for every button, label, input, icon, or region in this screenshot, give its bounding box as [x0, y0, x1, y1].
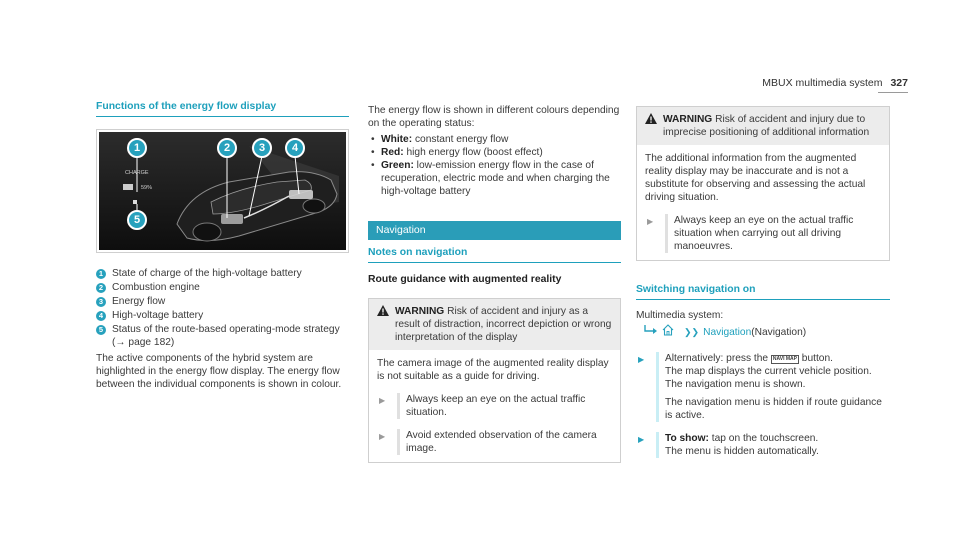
action-text: Avoid extended observation of the camera image. [397, 429, 612, 455]
warning-header [637, 107, 889, 145]
action-text: Always keep an eye on the actual traffic situation when carrying out all driving manoeuvres. [665, 214, 881, 253]
action-text: Always keep an eye on the actual traffic situation. [397, 393, 612, 419]
column-2 [368, 104, 621, 463]
alt-note: The navigation menu is hidden if route guidance is active. [665, 397, 882, 421]
warning-label: WARNING [395, 306, 445, 317]
legend-item [96, 281, 349, 294]
section-heading-energy-flow: Functions of the energy flow display [96, 100, 349, 117]
list-item [368, 146, 621, 159]
legend-number: 1 [96, 269, 106, 279]
to-show-label: To show: [665, 433, 709, 444]
legend-item [96, 323, 349, 349]
section-bar-navigation: Navigation [368, 221, 621, 240]
warning-risk: Risk of accident and injury as a result of distraction, incorrect depiction or wrong interpretation of the display [395, 306, 612, 343]
warning-body [637, 145, 889, 260]
double-chevron-icon: ❯❯ [684, 326, 700, 337]
legend-number: 3 [96, 297, 106, 307]
warning-action [645, 214, 881, 253]
home-icon [662, 324, 682, 340]
list-item [368, 159, 621, 198]
colour-label-white: White: [381, 134, 413, 145]
system-label: Multimedia system: [636, 310, 724, 321]
to-show-note: The menu is hidden automatically. [665, 446, 819, 457]
navigation-path [636, 324, 890, 340]
legend-number: 5 [96, 325, 106, 335]
alt-suffix: button. [798, 353, 833, 364]
colour-label-green: Green: [381, 160, 414, 171]
heading-route-guidance: Route guidance with augmented reality [368, 274, 562, 285]
warning-action [377, 429, 612, 455]
colour-list [368, 133, 621, 198]
colour-label-red: Red: [381, 147, 404, 158]
warning-header [369, 299, 620, 350]
arrow-icon: ▶ [638, 355, 645, 364]
to-show-text: tap on the touchscreen. [708, 433, 819, 444]
to-show-line [665, 432, 890, 445]
arrow-icon: ▶ [379, 432, 386, 441]
legend-text: State of charge of the high-voltage battery [112, 268, 302, 279]
page-header [762, 77, 908, 90]
callout-1: 1 [127, 138, 147, 158]
warning-action [377, 393, 612, 419]
step-to-show [636, 432, 890, 458]
callout-3: 3 [252, 138, 272, 158]
legend-number: 4 [96, 311, 106, 321]
column-1 [96, 100, 349, 391]
step-navigation: Navigation [703, 326, 752, 338]
legend-item [96, 309, 349, 322]
step-to-show-text [656, 432, 890, 458]
alt-line: The map displays the current vehicle position. [665, 366, 872, 377]
warning-body-text: The additional information from the augmented reality display may be inaccurate and is not a substitute for observing and assessing the actual driving situation. [645, 153, 866, 203]
step-paren: (Navigation) [751, 326, 807, 338]
step-alternative-text [656, 352, 890, 422]
arrow-icon: ▶ [379, 396, 386, 405]
colour-text: constant energy flow [412, 134, 509, 145]
warning-triangle-icon [645, 113, 663, 127]
legend-item [96, 295, 349, 308]
legend-text: Status of the route-based operating-mode strategy (→ page 182) [112, 324, 340, 348]
warning-text [663, 113, 883, 139]
callout-5: 5 [127, 210, 147, 230]
warning-body-text: The camera image of the augmented reality display is not suitable as a guide for driving. [377, 358, 609, 382]
legend-item [96, 267, 349, 280]
arrow-icon: ▶ [638, 435, 645, 444]
legend-number: 2 [96, 283, 106, 293]
warning-triangle-icon [377, 305, 395, 319]
page-number: 327 [890, 77, 908, 89]
callout-4: 4 [285, 138, 305, 158]
warning-label: WARNING [663, 114, 713, 125]
arrow-icon: ▶ [647, 217, 654, 226]
warning-text [395, 305, 614, 344]
warning-body [369, 350, 620, 462]
navi-map-key-icon: NAVI MAP [772, 356, 797, 362]
hybrid-paragraph: The active components of the hybrid system are highlighted in the energy flow display. The energy flow between the individual components is shown in colour. [96, 353, 342, 390]
header-title: MBUX multimedia system [762, 77, 883, 89]
figure-charge-label: CHARGE [125, 170, 149, 176]
energy-flow-figure [96, 129, 349, 253]
step-alternative [636, 352, 890, 422]
alt-prefix: Alternatively: press the [665, 353, 771, 364]
alt-line: The navigation menu is shown. [665, 379, 806, 390]
colour-intro: The energy flow is shown in different colours depending on the operating status: [368, 105, 620, 129]
warning-box-augmented [368, 298, 621, 463]
heading-switching-navigation: Switching navigation on [636, 283, 890, 300]
colour-text: high energy flow (boost effect) [403, 147, 543, 158]
warning-box-positioning [636, 106, 890, 261]
subheading-notes-navigation: Notes on navigation [368, 246, 621, 263]
list-item [368, 133, 621, 146]
alt-press-line [665, 352, 890, 365]
legend-text: High-voltage battery [112, 310, 204, 321]
legend-text: Combustion engine [112, 282, 200, 293]
figure-legend [96, 267, 349, 349]
colour-text: low-emission energy flow in the case of recuperation, electric mode and when charging the high-voltage battery [381, 160, 610, 197]
callout-2: 2 [217, 138, 237, 158]
column-3 [636, 106, 890, 458]
header-rule [878, 92, 908, 93]
figure-charge-value: 59% [141, 185, 153, 191]
warning-risk: Risk of accident and injury due to imprecise positioning of additional information [663, 114, 870, 138]
legend-text: Energy flow [112, 296, 166, 307]
return-arrow-icon [644, 325, 662, 339]
